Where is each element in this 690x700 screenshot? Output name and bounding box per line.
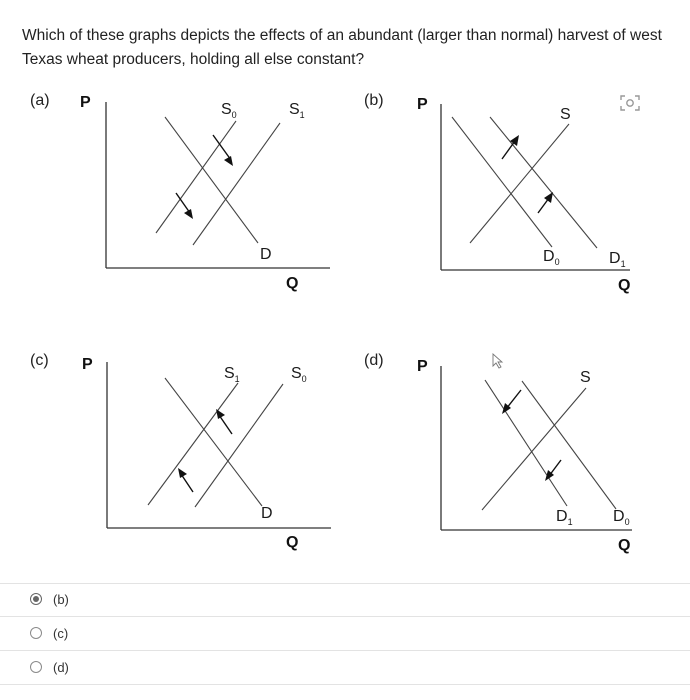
question-text: Which of these graphs depicts the effects of an abundant (larger than normal) harvest of west Texas wheat producers, holding all else constant? bbox=[22, 27, 662, 68]
option-divider-4 bbox=[0, 684, 690, 685]
option-b-label: (b) bbox=[53, 591, 69, 607]
graph-b-d0-label: $D_0$ bbox=[543, 248, 560, 268]
graph-d-q-axis-label: Q bbox=[618, 537, 631, 554]
option-d-radio[interactable] bbox=[30, 661, 42, 673]
graph-a-s0-label: $S_0$ bbox=[221, 101, 237, 121]
option-c-radio[interactable] bbox=[30, 627, 42, 639]
option-divider-2 bbox=[0, 616, 690, 617]
graph-c-label: (c) bbox=[30, 352, 49, 369]
graph-b-label: (b) bbox=[364, 92, 384, 109]
option-d[interactable] bbox=[30, 656, 69, 678]
graph-c-p-axis-label: P bbox=[82, 356, 93, 373]
graph-d-curve-d1 bbox=[485, 380, 567, 506]
graph-d-p-axis-label: P bbox=[417, 358, 428, 375]
graph-a-q-axis-label: Q bbox=[286, 275, 299, 292]
option-c-label: (c) bbox=[53, 625, 69, 641]
graph-b-p-axis-label: P bbox=[417, 96, 428, 113]
graph-a-s1-label: $S_1$ bbox=[289, 101, 305, 121]
graph-d-d1-label: $D_1$ bbox=[556, 508, 573, 528]
graph-d-curve-d0 bbox=[522, 381, 616, 509]
graph-c-s0-label: $S_0$ bbox=[291, 365, 307, 385]
option-c[interactable] bbox=[30, 622, 68, 644]
graph-d-d0-label: $D_0$ bbox=[613, 508, 630, 528]
graph-d-s-label: S bbox=[580, 369, 591, 386]
option-b-radio[interactable] bbox=[30, 593, 42, 605]
graph-d-label: (d) bbox=[364, 352, 384, 369]
option-d-label: (d) bbox=[53, 659, 69, 675]
option-divider-3 bbox=[0, 650, 690, 651]
option-b[interactable] bbox=[30, 588, 69, 610]
graph-a-label: (a) bbox=[30, 92, 50, 109]
graph-a-p-axis-label: P bbox=[80, 94, 91, 111]
graph-b-q-axis-label: Q bbox=[618, 277, 631, 294]
graph-b-d1-label: $D_1$ bbox=[609, 250, 626, 270]
graph-c-d-label: D bbox=[261, 505, 273, 522]
cursor-icon bbox=[493, 354, 502, 368]
graph-c-s1-label: $S_1$ bbox=[224, 365, 240, 385]
option-divider-1 bbox=[0, 583, 690, 584]
graph-c-q-axis-label: Q bbox=[286, 534, 299, 551]
graph-a-d-label: D bbox=[260, 246, 272, 263]
graph-d-curve-s bbox=[482, 388, 586, 510]
graph-b-s-label: S bbox=[560, 106, 571, 123]
